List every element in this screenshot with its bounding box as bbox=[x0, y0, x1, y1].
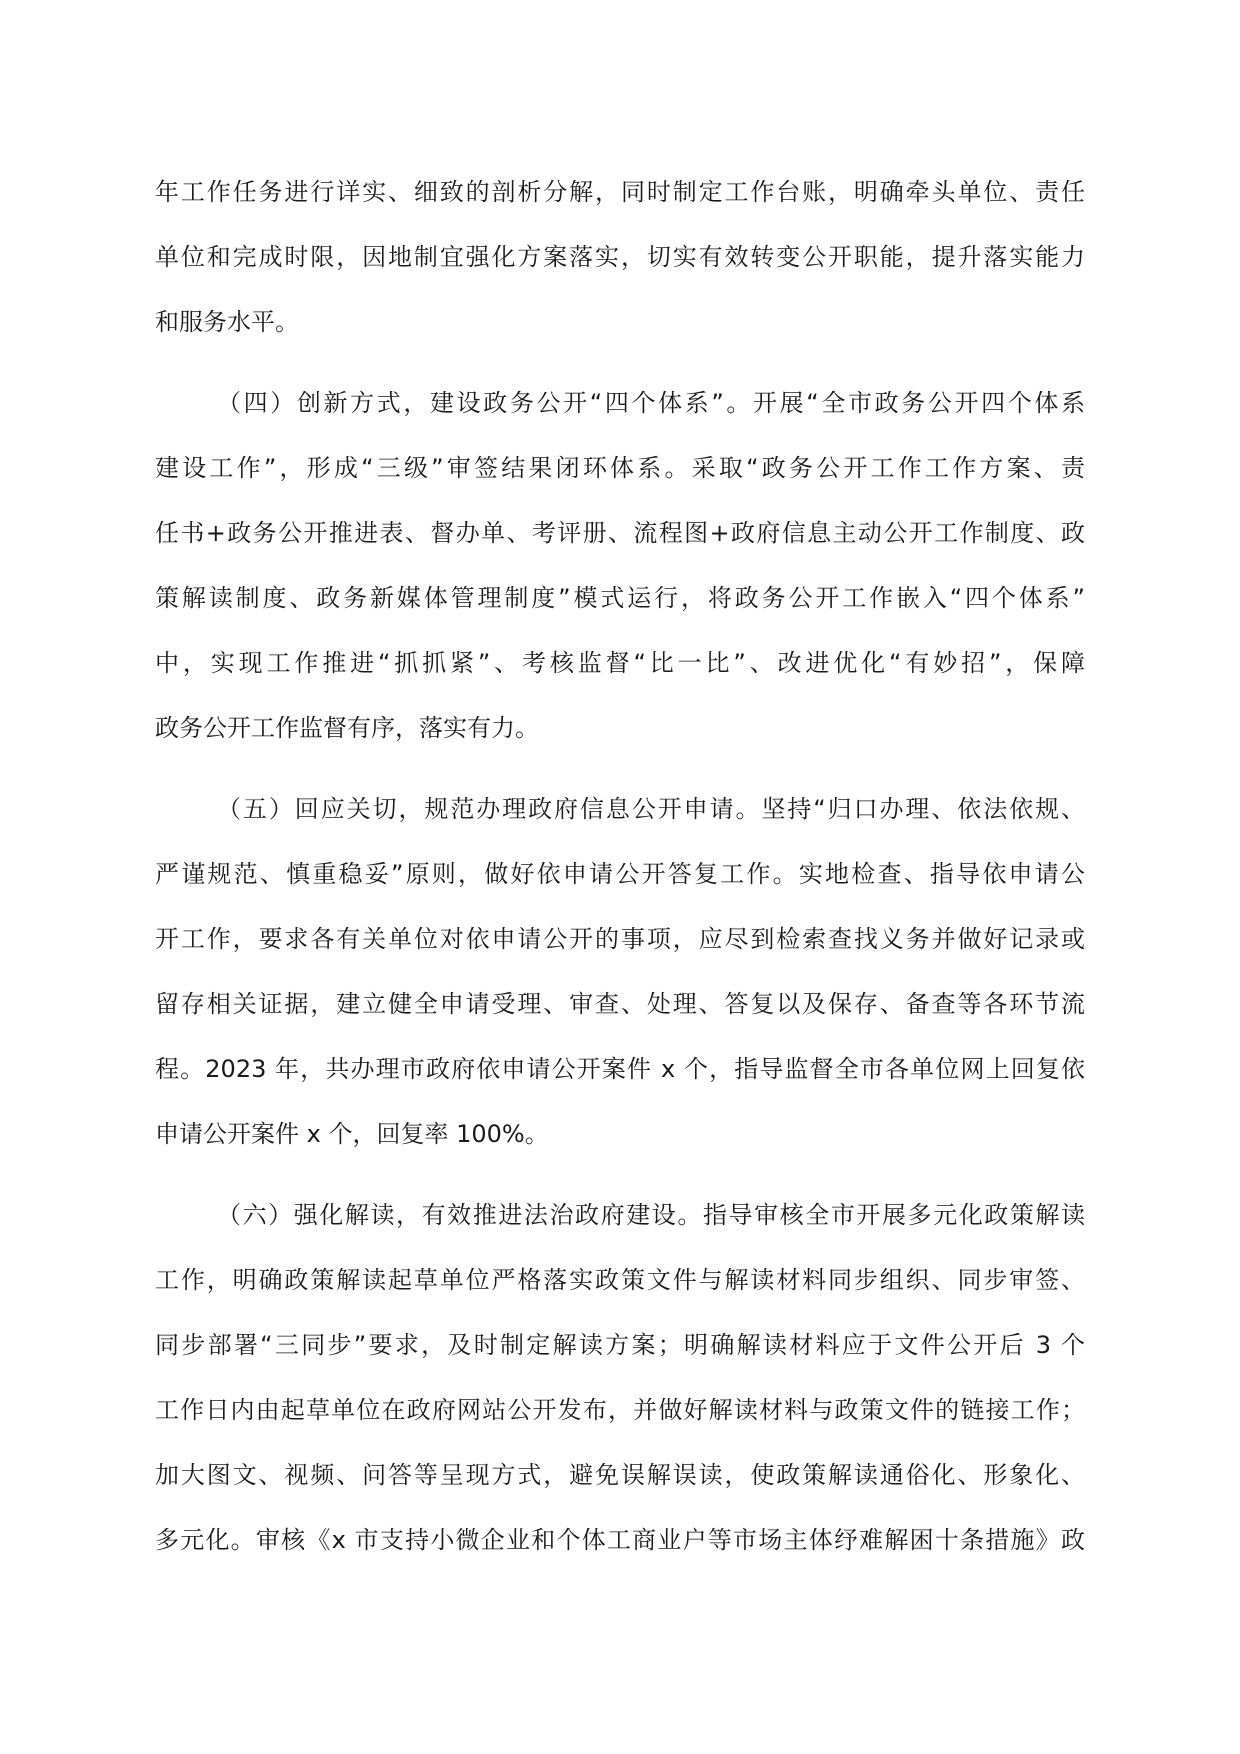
text-line: 工作日内由起草单位在政府网站公开发布，并做好解读材料与政策文件的链接工作； bbox=[155, 1396, 1085, 1424]
text-line: 任书+政务公开推进表、督办单、考评册、流程图+政府信息主动公开工作制度、政 bbox=[155, 519, 1085, 547]
paragraph-3 bbox=[155, 792, 1085, 1182]
text-line: （五）回应关切，规范办理政府信息公开申请。坚持“归口办理、依法依规、 bbox=[217, 795, 1085, 823]
text-line: 策解读制度、政务新媒体管理制度”模式运行，将政务公开工作嵌入“四个体系” bbox=[155, 584, 1085, 612]
text-line: 程。2023 年，共办理市政府依申请公开案件 x 个，指导监督全市各单位网上回复依 bbox=[155, 1055, 1085, 1083]
text-line: 留存相关证据，建立健全申请受理、审查、处理、答复以及保存、备查等各环节流 bbox=[155, 990, 1085, 1018]
text-line: 加大图文、视频、问答等呈现方式，避免误解误读，使政策解读通俗化、形象化、 bbox=[155, 1461, 1085, 1489]
text-line: 工作，明确政策解读起草单位严格落实政策文件与解读材料同步组织、同步审签、 bbox=[155, 1266, 1085, 1294]
text-line: 建设工作”，形成“三级”审签结果闭环体系。采取“政务公开工作工作方案、责 bbox=[155, 454, 1085, 482]
document-page bbox=[155, 175, 1085, 1588]
text-line: 年工作任务进行详实、细致的剖析分解，同时制定工作台账，明确牵头单位、责任 bbox=[155, 178, 1085, 206]
text-line: 单位和完成时限，因地制宜强化方案落实，切实有效转变公开职能，提升落实能力 bbox=[155, 243, 1085, 271]
text-line: （四）创新方式，建设政务公开“四个体系”。开展“全市政务公开四个体系 bbox=[217, 389, 1085, 417]
text-line: 和服务水平。 bbox=[155, 308, 299, 336]
text-line: 多元化。审核《x 市支持小微企业和个体工商业户等市场主体纾难解困十条措施》政 bbox=[155, 1526, 1085, 1554]
text-line: 政务公开工作监督有序，落实有力。 bbox=[155, 714, 539, 742]
text-line: 开工作，要求各有关单位对依申请公开的事项，应尽到检索查找义务并做好记录或 bbox=[155, 925, 1085, 953]
paragraph-4 bbox=[155, 1198, 1085, 1588]
paragraph-1 bbox=[155, 175, 1085, 370]
text-line: 同步部署“三同步”要求，及时制定解读方案；明确解读材料应于文件公开后 3 个 bbox=[155, 1331, 1085, 1359]
paragraph-2 bbox=[155, 386, 1085, 776]
text-line: 严谨规范、慎重稳妥”原则，做好依申请公开答复工作。实地检查、指导依申请公 bbox=[155, 860, 1085, 888]
text-line: （六）强化解读，有效推进法治政府建设。指导审核全市开展多元化政策解读 bbox=[217, 1201, 1085, 1229]
text-line: 中，实现工作推进“抓抓紧”、考核监督“比一比”、改进优化“有妙招”，保障 bbox=[155, 649, 1085, 677]
text-line: 申请公开案件 x 个，回复率 100%。 bbox=[155, 1120, 549, 1148]
